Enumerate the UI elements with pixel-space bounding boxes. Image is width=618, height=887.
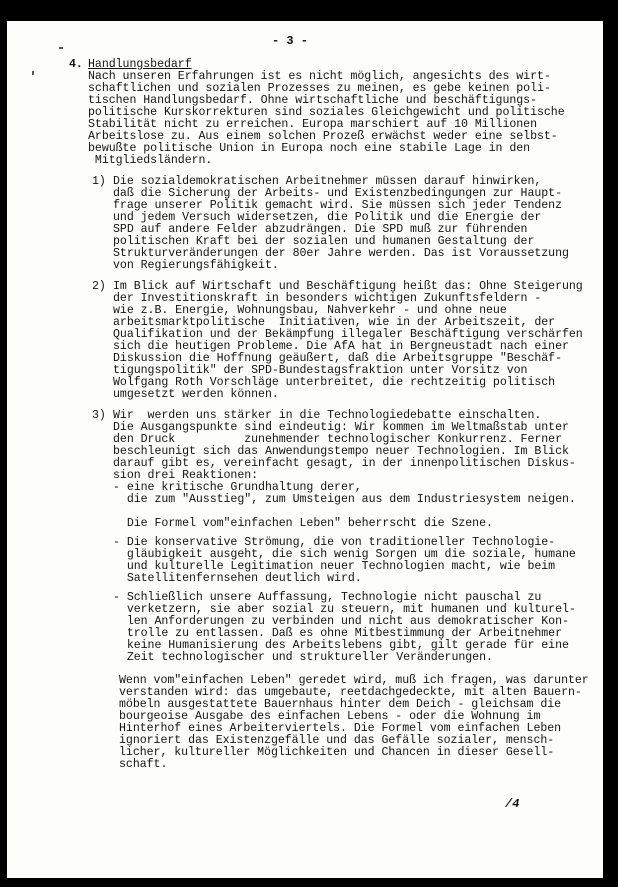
- text-line: schaftlichen und sozialen Prozesses zu meinen, es gebe keinen poli-: [88, 82, 551, 95]
- text-line: der Investitionskraft in besonders wichtigen Zukunftsfeldern -: [113, 292, 542, 305]
- text-line: Mitgliedsländern.: [88, 154, 213, 167]
- text-line: daß die Sicherung der Arbeits- und Existenzbedingungen zur Haupt-: [113, 187, 562, 200]
- point-number: 1): [92, 175, 106, 188]
- reaction-1: [113, 482, 576, 530]
- point-2: [92, 281, 603, 401]
- text-line: bourgeoise Ausgabe des einfachen Lebens - oder die Wohnung im: [119, 710, 541, 723]
- text-line: sion drei Reaktionen:: [113, 469, 259, 482]
- text-line: Qualifikation und der Bekämpfung illegaler Beschäftigung verschärfen: [113, 328, 583, 341]
- text-line: bewußte politische Union in Europa noch eine stabile Lage in den: [88, 142, 531, 155]
- text-line: Wir werden uns stärker in die Technologiedebatte einschalten.: [113, 409, 542, 422]
- section-number: 4.: [69, 58, 83, 71]
- scan-speck: [32, 71, 34, 75]
- text-line: Im Blick auf Wirtschaft und Beschäftigung heißt das: Ohne Steigerung: [113, 280, 583, 293]
- point-1-text: [113, 176, 569, 272]
- text-line: Die Formel vom"einfachen Leben" beherrscht die Szene.: [113, 517, 493, 530]
- text-line: keine Humanisierung des Arbeitslebens gibt, gilt gerade für eine: [113, 639, 569, 652]
- text-line: Wenn vom"einfachen Leben" geredet wird, muß ich fragen, was darunter: [119, 674, 589, 687]
- section-heading: Handlungsbedarf: [88, 58, 192, 71]
- text-line: Die sozialdemokratischen Arbeitnehmer müssen darauf hinwirken,: [113, 175, 542, 188]
- closing-paragraph: [119, 675, 603, 771]
- text-line: umgesetzt werden können.: [113, 388, 279, 401]
- section-4: [69, 59, 603, 167]
- text-line: trolle zu entlassen. Daß es ohne Mitbestimmung der Arbeitnehmer: [113, 627, 562, 640]
- text-line: wie z.B. Energie, Wohnungsbau, Nahverkehr - und ohne neue: [113, 304, 507, 317]
- text-line: die zum "Ausstieg", zum Umsteigen aus dem Industriesystem neigen.: [113, 493, 576, 506]
- text-line: gläubigkeit ausgeht, die sich wenig Sorgen um die soziale, humane: [113, 548, 576, 561]
- text-line: ignoriert das Existenzgefälle und das Gefälle sozialer, mensch-: [119, 734, 555, 747]
- text-line: Hinterhof eines Arbeiterviertels. Die Formel vom einfachen Leben: [119, 722, 562, 735]
- text-line: arbeitsmarktpolitische Initiativen, wie in der Arbeitszeit, der: [113, 316, 556, 329]
- text-line: Wolfgang Roth Vorschläge unterbreitet, die rechtzeitig politisch: [113, 376, 556, 389]
- text-line: - Schließlich unsere Auffassung, Technologie nicht pauschal zu: [113, 591, 542, 604]
- text-line: und jedem Versuch widersetzen, die Politik und die Energie der: [113, 211, 542, 224]
- point-1: [92, 176, 603, 272]
- point-3-text: [113, 410, 576, 664]
- text-line: licher, kultureller Möglichkeiten und Chancen in dieser Gesell-: [119, 746, 555, 759]
- continuation-mark: /4: [505, 797, 520, 811]
- text-line: - eine kritische Grundhaltung derer,: [113, 481, 362, 494]
- text-line: tigungspolitik" der SPD-Bundestagsfraktion unter Vorsitz von: [113, 364, 528, 377]
- text-line: schaft.: [119, 758, 168, 771]
- text-line: verstanden wird: das umgebaute, reetdachgedeckte, mit alten Bauern-: [119, 686, 582, 699]
- text-line: Arbeitslose zu. Aus einem solchen Prozeß erwächst weder eine selbst-: [88, 130, 558, 143]
- text-line: Die Ausgangspunkte sind eindeutig: Wir kommen im Weltmaßstab unter: [113, 421, 569, 434]
- text-line: und kulturelle Legitimation neuer Technologien macht, wie beim: [113, 560, 556, 573]
- point-number: 2): [92, 280, 106, 293]
- text-line: den Druck zunehmender technologischer Konkurrenz. Ferner: [113, 433, 562, 446]
- reaction-2: [113, 537, 576, 585]
- section-body: [88, 59, 565, 167]
- text-line: politische Kurskorrekturen sind soziales Gleichgewicht und politische: [88, 106, 565, 119]
- text-line: Zeit technologischer und struktureller Veränderungen.: [113, 651, 493, 664]
- text-line: darauf gibt es, vereinfacht gesagt, in der innenpolitischen Diskus-: [113, 457, 576, 470]
- document-page: [7, 21, 603, 878]
- text-line: beschleunigt sich das Anwendungstempo neuer Technologien. Im Blick: [113, 445, 569, 458]
- text-line: len Anforderungen zu verbinden und nicht aus demokratischer Kon-: [113, 615, 569, 628]
- text-line: Strukturveränderungen der 80er Jahre werden. Das ist Voraussetzung: [113, 247, 569, 260]
- text-line: tischen Handlungsbedarf. Ohne wirtschaftliche und beschäftigungs-: [88, 94, 537, 107]
- point-3: [92, 410, 603, 664]
- text-line: politischen Kraft bei der sozialen und humanen Gestaltung der: [113, 235, 535, 248]
- text-line: - Die konservative Strömung, die von traditioneller Technologie-: [113, 536, 556, 549]
- text-line: verketzern, sie aber sozial zu steuern, mit humanen und kulturel-: [113, 603, 576, 616]
- text-line: frage unserer Politik gemacht wird. Sie müssen sich jeder Tendenz: [113, 199, 562, 212]
- text-line: Stabilität nicht zu erreichen. Europa marschiert auf 10 Millionen: [88, 118, 537, 131]
- text-line: von Regierungsfähigkeit.: [113, 259, 279, 272]
- text-line: Diskussion die Hoffnung geäußert, daß die Arbeitsgruppe "Beschäf-: [113, 352, 562, 365]
- reaction-3: [113, 592, 576, 664]
- scan-speck: [59, 47, 63, 49]
- page-number: - 3 -: [272, 34, 309, 48]
- text-line: Nach unseren Erfahrungen ist es nicht möglich, angesichts des wirt-: [88, 70, 551, 83]
- text-line: SPD auf andere Felder abzudrängen. Die SPD muß zur führenden: [113, 223, 528, 236]
- text-line: möbeln ausgestattete Bauernhaus hinter dem Deich - gleichsam die: [119, 698, 562, 711]
- point-number: 3): [92, 409, 106, 422]
- point-2-text: [113, 281, 583, 401]
- text-line: Satellitenfernsehen deutlich wird.: [113, 572, 362, 585]
- text-line: sich die heutigen Probleme. Die AfA hat in Bergneustadt nach einer: [113, 340, 569, 353]
